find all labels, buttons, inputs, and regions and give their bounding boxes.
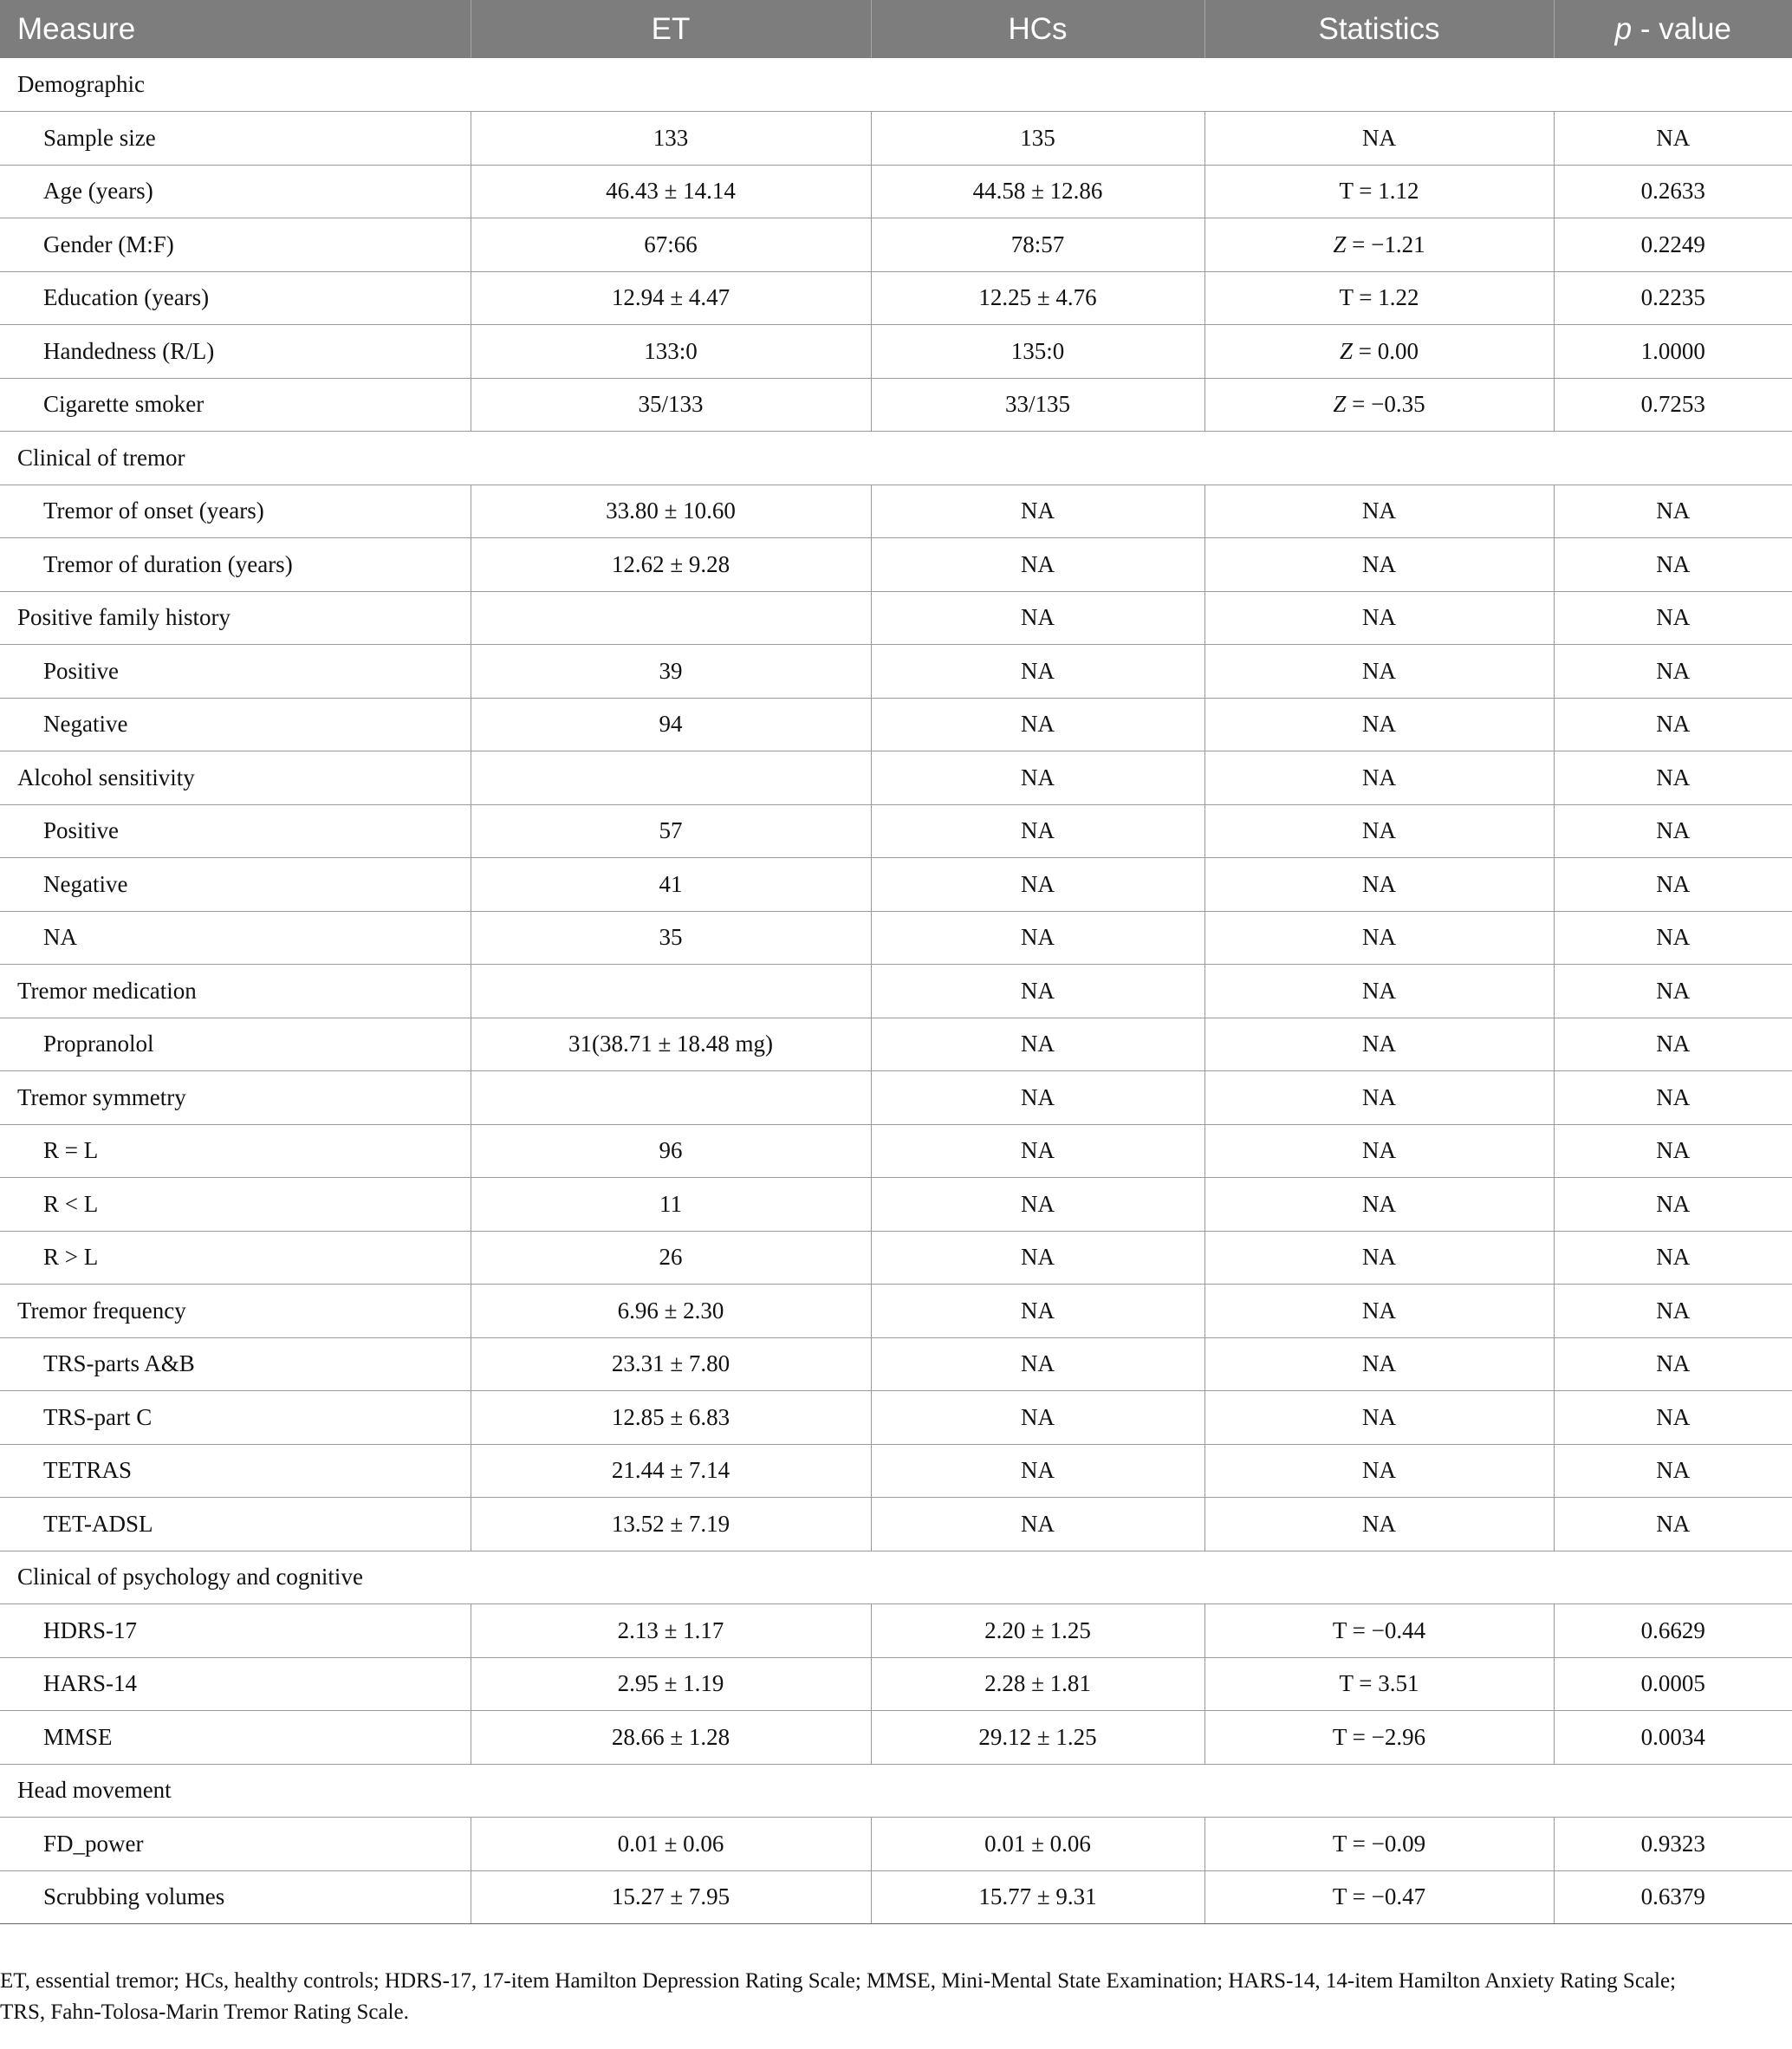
cell-statistics: NA [1204, 1444, 1554, 1498]
cell-et: 28.66 ± 1.28 [471, 1711, 871, 1765]
table-row [0, 1818, 1792, 1871]
cell-measure: Gender (M:F) [0, 218, 471, 272]
table-row [0, 538, 1792, 592]
cell-p-value: 0.7253 [1554, 378, 1792, 432]
cell-p-value: 0.2633 [1554, 165, 1792, 218]
cell-hcs: NA [871, 1444, 1204, 1498]
table-row [0, 325, 1792, 379]
table-row [0, 1604, 1792, 1658]
cell-et [471, 591, 871, 645]
cell-statistics [1204, 218, 1554, 272]
footnote-line-2: TRS, Fahn-Tolosa-Marin Tremor Rating Scale. [0, 2000, 409, 2024]
section-label: Head movement [0, 1764, 1792, 1818]
cell-et [471, 1071, 871, 1125]
cell-measure: Tremor of duration (years) [0, 538, 471, 592]
cell-et: 2.95 ± 1.19 [471, 1657, 871, 1711]
cell-hcs: NA [871, 1285, 1204, 1338]
cell-p-value: NA [1554, 538, 1792, 592]
cell-hcs: NA [871, 965, 1204, 1018]
cell-p-value: 0.9323 [1554, 1818, 1792, 1871]
cell-statistics: NA [1204, 112, 1554, 166]
cell-et: 0.01 ± 0.06 [471, 1818, 871, 1871]
cell-measure: Negative [0, 698, 471, 751]
cell-measure: Positive [0, 804, 471, 858]
table-row [0, 858, 1792, 912]
cell-et: 12.85 ± 6.83 [471, 1391, 871, 1445]
section-label: Clinical of tremor [0, 432, 1792, 485]
cell-et [471, 965, 871, 1018]
cell-measure: Education (years) [0, 271, 471, 325]
table-header [0, 0, 1792, 58]
cell-statistics: NA [1204, 965, 1554, 1018]
cell-et: 11 [471, 1178, 871, 1232]
cell-p-value: NA [1554, 1498, 1792, 1551]
cell-hcs: NA [871, 485, 1204, 538]
cell-et: 12.94 ± 4.47 [471, 271, 871, 325]
cell-et: 94 [471, 698, 871, 751]
header-p-suffix: - value [1632, 11, 1731, 46]
cell-et: 15.27 ± 7.95 [471, 1870, 871, 1924]
cell-measure: R > L [0, 1231, 471, 1285]
cell-et: 31(38.71 ± 18.48 mg) [471, 1018, 871, 1071]
header-statistics: Statistics [1204, 0, 1554, 58]
cell-hcs: 135 [871, 112, 1204, 166]
table-row [0, 911, 1792, 965]
cell-p-value: NA [1554, 1071, 1792, 1125]
section-row [0, 591, 1792, 645]
cell-statistics: T = −0.09 [1204, 1818, 1554, 1871]
cell-hcs: NA [871, 1391, 1204, 1445]
cell-p-value: NA [1554, 645, 1792, 699]
table-row [0, 804, 1792, 858]
table-row [0, 1178, 1792, 1232]
cell-p-value: NA [1554, 485, 1792, 538]
cell-et: 12.62 ± 9.28 [471, 538, 871, 592]
cell-statistics: T = −0.47 [1204, 1870, 1554, 1924]
cell-p-value: NA [1554, 1231, 1792, 1285]
cell-statistics: NA [1204, 1231, 1554, 1285]
table-row [0, 1124, 1792, 1178]
cell-statistics: NA [1204, 538, 1554, 592]
cell-hcs: NA [871, 751, 1204, 805]
cell-hcs: NA [871, 858, 1204, 912]
cell-et: 35 [471, 911, 871, 965]
cell-measure: TET-ADSL [0, 1498, 471, 1551]
cell-p-value: 0.0034 [1554, 1711, 1792, 1765]
cell-p-value: NA [1554, 1018, 1792, 1071]
section-row [0, 1764, 1792, 1818]
cell-p-value: NA [1554, 1285, 1792, 1338]
cell-statistics: T = −2.96 [1204, 1711, 1554, 1765]
cell-measure: Positive family history [0, 591, 471, 645]
section-row [0, 965, 1792, 1018]
cell-p-value: NA [1554, 1444, 1792, 1498]
cell-hcs: NA [871, 804, 1204, 858]
cell-et: 6.96 ± 2.30 [471, 1285, 871, 1338]
cell-measure: FD_power [0, 1818, 471, 1871]
section-label: Clinical of psychology and cognitive [0, 1551, 1792, 1604]
stat-value: = −0.35 [1346, 391, 1425, 418]
table-row [0, 378, 1792, 432]
cell-measure: Alcohol sensitivity [0, 751, 471, 805]
cell-p-value: NA [1554, 751, 1792, 805]
cell-statistics: T = −0.44 [1204, 1604, 1554, 1658]
table-row [0, 1498, 1792, 1551]
section-row [0, 432, 1792, 485]
table-row [0, 1657, 1792, 1711]
cell-statistics [1204, 378, 1554, 432]
cell-et: 96 [471, 1124, 871, 1178]
cell-measure: Age (years) [0, 165, 471, 218]
table-row [0, 1231, 1792, 1285]
table-row [0, 1711, 1792, 1765]
table-row [0, 271, 1792, 325]
cell-p-value: NA [1554, 591, 1792, 645]
cell-measure: TETRAS [0, 1444, 471, 1498]
section-row [0, 751, 1792, 805]
cell-p-value: NA [1554, 965, 1792, 1018]
cell-hcs: 29.12 ± 1.25 [871, 1711, 1204, 1765]
cell-hcs: NA [871, 645, 1204, 699]
cell-et: 57 [471, 804, 871, 858]
cell-statistics: NA [1204, 804, 1554, 858]
cell-p-value: NA [1554, 858, 1792, 912]
cell-statistics: NA [1204, 485, 1554, 538]
cell-statistics: T = 3.51 [1204, 1657, 1554, 1711]
cell-hcs: 78:57 [871, 218, 1204, 272]
cell-et: 41 [471, 858, 871, 912]
header-row [0, 0, 1792, 58]
cell-statistics: NA [1204, 1498, 1554, 1551]
cell-et: 67:66 [471, 218, 871, 272]
cell-measure: Tremor symmetry [0, 1071, 471, 1125]
cell-statistics: T = 1.22 [1204, 271, 1554, 325]
header-measure: Measure [0, 0, 471, 58]
cell-statistics: NA [1204, 1391, 1554, 1445]
cell-et: 39 [471, 645, 871, 699]
cell-measure: Propranolol [0, 1018, 471, 1071]
cell-p-value: NA [1554, 1124, 1792, 1178]
cell-p-value: 0.2235 [1554, 271, 1792, 325]
cell-measure: Scrubbing volumes [0, 1870, 471, 1924]
footnote-line-1: ET, essential tremor; HCs, healthy controls; HDRS-17, 17-item Hamilton Depression Rating Scale; MMSE, Mini-Mental State Examination; HARS-14, 14-item Hamilton Anxiety Rating Scale; [0, 1969, 1676, 1993]
cell-hcs: 0.01 ± 0.06 [871, 1818, 1204, 1871]
cell-measure: Tremor of onset (years) [0, 485, 471, 538]
table-row [0, 698, 1792, 751]
cell-et: 13.52 ± 7.19 [471, 1498, 871, 1551]
cell-hcs: 12.25 ± 4.76 [871, 271, 1204, 325]
cell-et: 35/133 [471, 378, 871, 432]
cell-hcs: NA [871, 1231, 1204, 1285]
cell-hcs: NA [871, 591, 1204, 645]
cell-statistics [1204, 325, 1554, 379]
cell-hcs: 44.58 ± 12.86 [871, 165, 1204, 218]
stat-value: = −1.21 [1346, 231, 1425, 257]
cell-p-value: NA [1554, 1337, 1792, 1391]
table-row [0, 1337, 1792, 1391]
cell-statistics: NA [1204, 1071, 1554, 1125]
cell-p-value: NA [1554, 1391, 1792, 1445]
section-label: Demographic [0, 58, 1792, 112]
cell-p-value: NA [1554, 112, 1792, 166]
header-p-italic: p [1614, 11, 1633, 46]
section-row [0, 1071, 1792, 1125]
cell-hcs: NA [871, 1498, 1204, 1551]
cell-et: 133:0 [471, 325, 871, 379]
table-row [0, 218, 1792, 272]
table-row [0, 1018, 1792, 1071]
cell-statistics: NA [1204, 1285, 1554, 1338]
cell-statistics: NA [1204, 698, 1554, 751]
cell-measure: Sample size [0, 112, 471, 166]
section-row [0, 58, 1792, 112]
cell-measure: MMSE [0, 1711, 471, 1765]
stat-value: = 0.00 [1353, 337, 1419, 364]
stat-symbol: Z [1333, 391, 1347, 418]
cell-measure: HARS-14 [0, 1657, 471, 1711]
cell-statistics: NA [1204, 1124, 1554, 1178]
cell-statistics: NA [1204, 1018, 1554, 1071]
cell-hcs: NA [871, 698, 1204, 751]
header-hcs: HCs [871, 0, 1204, 58]
cell-hcs: 2.28 ± 1.81 [871, 1657, 1204, 1711]
cell-et [471, 751, 871, 805]
cell-et: 2.13 ± 1.17 [471, 1604, 871, 1658]
section-row [0, 1285, 1792, 1338]
cell-statistics: NA [1204, 645, 1554, 699]
cell-measure: Tremor frequency [0, 1285, 471, 1338]
cell-p-value: NA [1554, 698, 1792, 751]
cell-p-value: NA [1554, 804, 1792, 858]
cell-p-value: 0.0005 [1554, 1657, 1792, 1711]
cell-et: 26 [471, 1231, 871, 1285]
cell-statistics: NA [1204, 1178, 1554, 1232]
table-row [0, 165, 1792, 218]
table-row [0, 1391, 1792, 1445]
cell-et: 46.43 ± 14.14 [471, 165, 871, 218]
cell-et: 23.31 ± 7.80 [471, 1337, 871, 1391]
cell-statistics: NA [1204, 911, 1554, 965]
cell-measure: Tremor medication [0, 965, 471, 1018]
stat-symbol: Z [1339, 337, 1354, 364]
table-row [0, 112, 1792, 166]
header-p-value [1554, 0, 1792, 58]
cell-hcs: NA [871, 1071, 1204, 1125]
cell-measure: Handedness (R/L) [0, 325, 471, 379]
cell-hcs: NA [871, 1337, 1204, 1391]
cell-statistics: NA [1204, 858, 1554, 912]
stat-symbol: Z [1333, 231, 1347, 257]
cell-measure: R = L [0, 1124, 471, 1178]
cell-hcs: 135:0 [871, 325, 1204, 379]
cell-hcs: NA [871, 538, 1204, 592]
cell-statistics: NA [1204, 751, 1554, 805]
cell-p-value: NA [1554, 911, 1792, 965]
table-row [0, 485, 1792, 538]
header-et: ET [471, 0, 871, 58]
cell-hcs: NA [871, 1018, 1204, 1071]
cell-measure: Cigarette smoker [0, 378, 471, 432]
table-row [0, 1870, 1792, 1924]
cell-measure: R < L [0, 1178, 471, 1232]
cell-et: 21.44 ± 7.14 [471, 1444, 871, 1498]
cell-hcs: 2.20 ± 1.25 [871, 1604, 1204, 1658]
table-row [0, 1444, 1792, 1498]
cell-measure: HDRS-17 [0, 1604, 471, 1658]
cell-p-value: NA [1554, 1178, 1792, 1232]
cell-hcs: NA [871, 911, 1204, 965]
cell-measure: Negative [0, 858, 471, 912]
cell-et: 33.80 ± 10.60 [471, 485, 871, 538]
cell-hcs: NA [871, 1178, 1204, 1232]
cell-measure: Positive [0, 645, 471, 699]
section-row [0, 1551, 1792, 1604]
cell-et: 133 [471, 112, 871, 166]
cell-statistics: T = 1.12 [1204, 165, 1554, 218]
cell-statistics: NA [1204, 1337, 1554, 1391]
cell-measure: NA [0, 911, 471, 965]
cell-hcs: NA [871, 1124, 1204, 1178]
cell-p-value: 0.6629 [1554, 1604, 1792, 1658]
table-footnote [0, 1966, 1785, 2028]
cell-statistics: NA [1204, 591, 1554, 645]
cell-measure: TRS-parts A&B [0, 1337, 471, 1391]
cell-p-value: 0.2249 [1554, 218, 1792, 272]
cell-hcs: 15.77 ± 9.31 [871, 1870, 1204, 1924]
cell-measure: TRS-part C [0, 1391, 471, 1445]
table-body [0, 58, 1792, 1924]
cell-p-value: 1.0000 [1554, 325, 1792, 379]
cell-p-value: 0.6379 [1554, 1870, 1792, 1924]
cell-hcs: 33/135 [871, 378, 1204, 432]
table-row [0, 645, 1792, 699]
